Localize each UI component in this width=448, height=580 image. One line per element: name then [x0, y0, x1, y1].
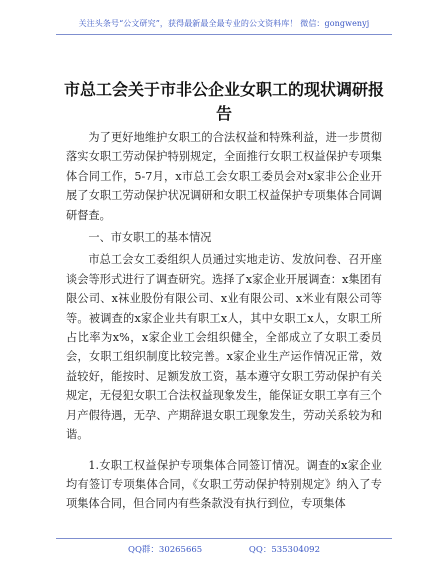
footer-qq-group: QQ群：30265665: [127, 545, 203, 555]
header-divider: [56, 34, 392, 35]
header-banner: 关注头条号“公文研究”，获得最新最全最专业的公文资料库！ 微信：gongwenyj: [78, 19, 370, 28]
section-heading: 一、市女职工的基本情况: [88, 231, 212, 245]
document-title: 市总工会关于市非公企业女职工的现状调研报告: [63, 80, 384, 123]
document-body: [66, 128, 382, 514]
intro-paragraph: 为了更好地维护女职工的合法权益和特殊利益，进一步贯彻落实女职工劳动保护特别规定，全面推行女职工权益保护专项集体合同工作，5-7月，x市总工会女职工委员会对x家非公企业开展了女职工劳动保护状况调研和女职工权益保护专项集体合同调研督查。: [66, 131, 382, 222]
section-paragraph: 市总工会女工委组织人员通过实地走访、发放问卷、召开座谈会等形式进行了调查研究。选择了x家企业开展调查：x集团有限公司、x袜业股份有限公司、x业有限公司、x米业有限公司等等。被调查的x家企业共有职工x人，其中女职工x人，女职工所占比率为x%，x家企业工会组织健全，全部成立了女职工委员会，女职工组织制度比较完善。x家企业生产运作情况正常，效益较好，能按时、足额发放工资，基本遵守女职工劳动保护有关规定，无侵犯女职工合法权益现象发生，能保证女职工享有三个月产假待遇，无孕、产期辞退女职工现象发生，劳动关系较为和谐。: [66, 253, 382, 442]
footer-divider: [56, 538, 392, 539]
item-paragraph: 1.女职工权益保护专项集体合同签订情况。调查的x家企业均有签订专项集体合同，《女职工劳动保护特别规定》纳入了专项集体合同，但合同内有些条款没有执行到位，专项集体: [66, 458, 382, 511]
footer-qq: QQ：535304092: [248, 545, 320, 555]
footer: [0, 543, 448, 555]
